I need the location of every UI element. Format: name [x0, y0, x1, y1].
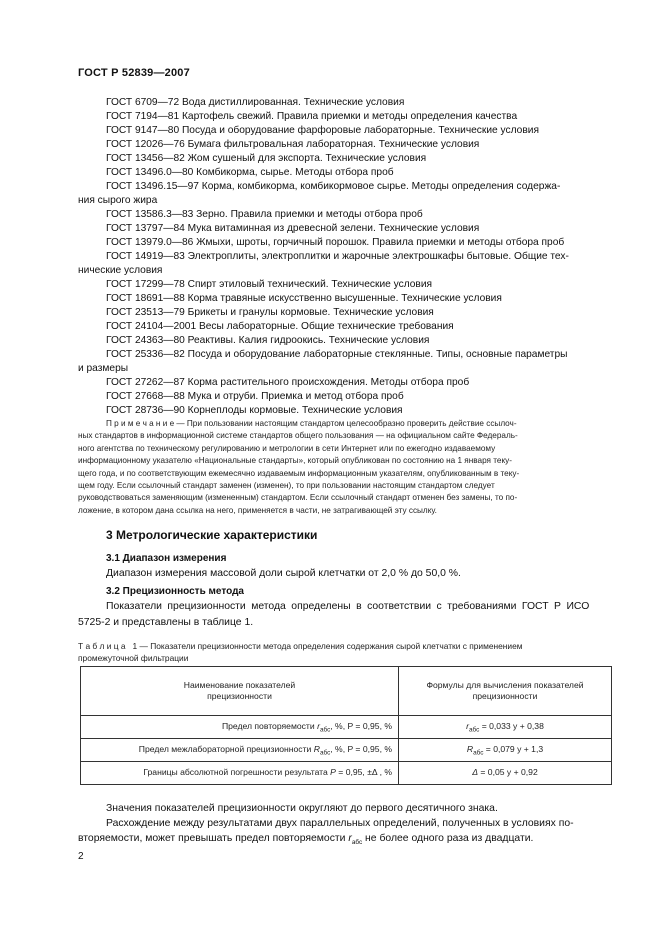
- indicator-name-cell: [81, 739, 399, 762]
- section-3-2-line-2: 5725-2 и представлены в таблице 1.: [78, 617, 254, 628]
- note-line: [78, 505, 614, 517]
- formula-cell: [399, 762, 612, 785]
- reference-title: Жмыхи, шроты, горчичный порошок. Правила приемки и методы отбора проб: [196, 237, 565, 248]
- reference-item: [106, 124, 539, 138]
- section-3-1-text: Диапазон измерения массовой доли сырой клетчатки от 2,0 % до 50,0 %.: [106, 568, 461, 579]
- reference-title: Вода дистиллированная. Технические условия: [181, 97, 405, 108]
- indicator-symbol: P: [330, 766, 336, 777]
- reference-title: Мука и отруби. Приемка и метод отбора проб: [187, 391, 404, 402]
- reference-id: ГОСТ 13496.0—80: [106, 167, 194, 178]
- indicator-name-cell: [81, 716, 399, 739]
- note-text: информационному указателю «Национальные стандарты», который опубликован по состоянию на 1 января теку-: [78, 456, 512, 466]
- reference-title: Посуда и оборудование лабораторные стеклянные. Типы, основные параметры: [187, 349, 568, 360]
- table-caption-text: 1 — Показатели прецизионности метода определения содержания сырой клетчатки с применением: [132, 641, 523, 651]
- page-number: 2: [78, 851, 84, 862]
- column-header-name-line-2: прецизионности: [207, 691, 272, 701]
- table-caption-text-2: промежуточной фильтрации: [78, 652, 189, 663]
- reference-id: ГОСТ 27262—87: [106, 377, 185, 388]
- reference-title: Спирт этиловый технический. Технические условия: [187, 279, 433, 290]
- reference-item: [106, 166, 394, 180]
- table-row: [81, 739, 612, 762]
- reference-id: ГОСТ 9147—80: [106, 125, 180, 136]
- reference-id: ГОСТ 17299—78: [106, 279, 185, 290]
- reference-title: Брикеты и гранулы кормовые. Технические условия: [187, 307, 434, 318]
- reference-title: Корма травяные искусственно высушенные. Технические условия: [187, 293, 502, 304]
- reference-title: Картофель свежий. Правила приемки и методы определения качества: [181, 111, 518, 122]
- indicator-conditions: , %, P = 0,95, %: [330, 720, 392, 731]
- reference-id: ГОСТ 18691—88: [106, 293, 185, 304]
- column-header-formula: [399, 667, 612, 716]
- formula-expression: = 0,033 y + 0,38: [479, 720, 544, 731]
- reference-title: Мука витаминная из древесной зелени. Технические условия: [187, 223, 480, 234]
- reference-id: ГОСТ 27668—88: [106, 391, 185, 402]
- reference-item: [106, 208, 423, 222]
- reference-item: [106, 390, 404, 404]
- reference-item: [106, 180, 560, 194]
- reference-item: [106, 348, 567, 362]
- indicator-subscript: абс: [319, 726, 331, 734]
- repeatability-text-line-1: Расхождение между результатами двух параллельных определений, полученных в условиях по-: [106, 818, 574, 829]
- table-header-row: [81, 667, 612, 716]
- note-text: щем году. Если ссылочный стандарт заменен (изменен), то при пользовании настоящим стандартом следует: [78, 481, 495, 491]
- page-header: ГОСТ Р 52839—2007: [78, 67, 190, 79]
- reference-id: ГОСТ 14919—83: [106, 251, 185, 262]
- table-row: [81, 716, 612, 739]
- reference-item: [106, 110, 517, 124]
- indicator-name-cell: [81, 762, 399, 785]
- note-line: [78, 480, 614, 492]
- note-label: П р и м е ч а н и е: [106, 419, 175, 428]
- reference-id: ГОСТ 24363—80: [106, 335, 185, 346]
- formula-cell: [399, 716, 612, 739]
- indicator-name: Предел повторяемости: [221, 720, 318, 731]
- reference-title: Корма растительного происхождения. Методы отбора проб: [187, 377, 470, 388]
- reference-title: Реактивы. Калия гидроокись. Технические условия: [187, 335, 430, 346]
- section-3-title: 3 Метрологические характеристики: [106, 528, 318, 542]
- reference-item: [106, 250, 569, 264]
- column-header-formula-line-2: прецизионности: [472, 691, 538, 701]
- table-caption: [78, 641, 618, 664]
- note-block: [78, 418, 614, 517]
- reference-item: [106, 96, 404, 110]
- indicator-name: Предел межлабораторной прецизионности: [138, 743, 314, 754]
- formula-symbol: R: [466, 743, 474, 754]
- reference-item: [106, 404, 403, 418]
- reference-title: Весы лабораторные. Общие технические требования: [198, 321, 454, 332]
- note-line: [78, 492, 614, 504]
- reference-continuation: и размеры: [78, 363, 129, 374]
- formula-cell: [399, 739, 612, 762]
- reference-id: ГОСТ 7194—81: [106, 111, 180, 122]
- reference-id: ГОСТ 6709—72: [106, 97, 180, 108]
- reference-id: ГОСТ 24104—2001: [106, 321, 197, 332]
- formula-symbol: r: [466, 720, 469, 731]
- repeatability-text-line-2: [78, 831, 533, 850]
- note-text: руководствоваться заменяющим (измененным) стандартом. Если ссылочный стандарт отменен без замены, то по-: [78, 493, 518, 503]
- repeatability-text-part: вторяемости, может превышать предел повторяемости: [78, 833, 349, 844]
- reference-item: [106, 306, 434, 320]
- reference-id: ГОСТ 13456—82: [106, 153, 185, 164]
- indicator-symbol: R: [313, 743, 320, 754]
- reference-item: [106, 152, 426, 166]
- note-line: [78, 418, 614, 430]
- section-3-2-line-1: Показатели прецизионности метода определены в соответствии с требованиями ГОСТ Р ИСО: [106, 601, 590, 612]
- reference-id: ГОСТ 12026—76: [106, 139, 185, 150]
- column-header-name: [81, 667, 399, 716]
- reference-item: [106, 292, 502, 306]
- reference-item: [106, 222, 479, 236]
- indicator-conditions: = 0,95, ±Δ , %: [335, 766, 392, 777]
- section-3-1-title: 3.1 Диапазон измерения: [106, 553, 227, 564]
- indicator-name: Границы абсолютной погрешности результата: [143, 766, 331, 777]
- reference-id: ГОСТ 28736—90: [106, 405, 185, 416]
- indicator-conditions: , %, P = 0,95, %: [330, 743, 392, 754]
- reference-id: ГОСТ 13586.3—83: [106, 209, 194, 220]
- reference-item: [106, 376, 469, 390]
- reference-title: Бумага фильтровальная лабораторная. Технические условия: [187, 139, 480, 150]
- symbol-r: r: [348, 833, 352, 844]
- reference-item: [106, 320, 454, 334]
- note-text: ложение, в котором дана ссылка на него, применяется в части, не затрагивающей эту ссылку.: [78, 505, 437, 515]
- reference-item: [106, 236, 564, 250]
- reference-title: Электроплиты, электроплитки и жарочные электрошкафы бытовые. Общие тех-: [187, 251, 569, 262]
- reference-title: Жом сушеный для экспорта. Технические условия: [187, 153, 427, 164]
- reference-continuation: нические условия: [78, 265, 163, 276]
- note-text: ных стандартов в информационной системе стандартов общего пользования — на официальном сайте Федераль-: [78, 431, 518, 441]
- precision-table: [80, 666, 612, 785]
- formula-subscript: абс: [469, 726, 480, 734]
- formula-subscript: абс: [473, 749, 484, 757]
- note-text: — При пользовании настоящим стандартом целесообразно проверить действие ссылоч-: [176, 419, 517, 428]
- symbol-sub: абс: [351, 839, 363, 847]
- reference-id: ГОСТ 13496.15—97: [106, 181, 199, 192]
- repeatability-text-end: не более одного раза из двадцати.: [362, 833, 534, 844]
- reference-title: Корнеплоды кормовые. Технические условия: [187, 405, 403, 416]
- table-caption-label: Т а б л и ц а: [78, 641, 126, 651]
- reference-title: Корма, комбикорма, комбикормовое сырье. Методы определения содержа-: [201, 181, 561, 192]
- column-header-formula-line-1: Формулы для вычисления показателей: [426, 680, 584, 690]
- note-line: [78, 430, 614, 442]
- reference-item: [106, 278, 432, 292]
- formula-expression: = 0,05 y + 0,92: [478, 766, 538, 777]
- formula-symbol: Δ: [472, 766, 479, 777]
- formula-expression: = 0,079 y + 1,3: [483, 743, 544, 754]
- reference-title: Зерно. Правила приемки и методы отбора проб: [196, 209, 423, 220]
- rounding-note: Значения показателей прецизионности округляют до первого десятичного знака.: [106, 803, 498, 814]
- indicator-subscript: абс: [319, 749, 331, 757]
- reference-item: [106, 334, 429, 348]
- reference-id: ГОСТ 23513—79: [106, 307, 185, 318]
- note-line: [78, 468, 614, 480]
- column-header-name-line-1: Наименование показателей: [183, 680, 296, 690]
- reference-item: [106, 138, 479, 152]
- reference-title: Посуда и оборудование фарфоровые лабораторные. Технические условия: [181, 125, 539, 136]
- note-line: [78, 455, 614, 467]
- reference-continuation: ния сырого жира: [78, 195, 158, 206]
- reference-id: ГОСТ 13979.0—86: [106, 237, 194, 248]
- table-row: [81, 762, 612, 785]
- reference-title: Комбикорма, сырье. Методы отбора проб: [196, 167, 394, 178]
- reference-id: ГОСТ 25336—82: [106, 349, 185, 360]
- note-line: [78, 443, 614, 455]
- note-text: ного агентства по техническому регулированию и метрологии в сети Интернет или по ежегодно издаваемому: [78, 443, 496, 453]
- note-text: щего года, и по соответствующим ежемесячно издаваемым информационным указателям, опубликованным в теку-: [78, 468, 520, 478]
- indicator-symbol: r: [317, 720, 320, 731]
- section-3-2-title: 3.2 Прецизионность метода: [106, 586, 244, 597]
- reference-id: ГОСТ 13797—84: [106, 223, 185, 234]
